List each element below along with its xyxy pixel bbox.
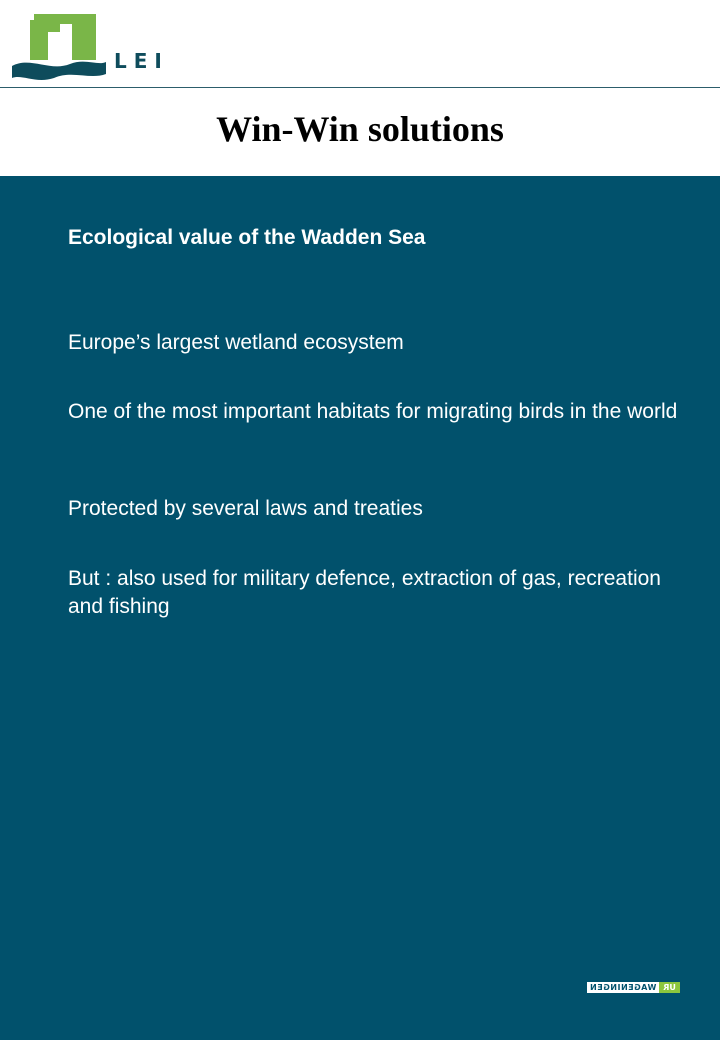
section-subtitle: Ecological value of the Wadden Sea [68, 226, 426, 249]
bullet-item: Europe’s largest wetland ecosystem [68, 331, 404, 354]
bullet-item: One of the most important habitats for migrating birds in the world [68, 400, 678, 423]
lei-logo [10, 14, 170, 84]
wur-logo-suffix: UR [659, 982, 680, 993]
slide-header [0, 0, 720, 176]
lei-logo-text: LEI [114, 49, 169, 73]
wur-logo-text: WAGENINGEN [587, 982, 659, 993]
page-title: Win-Win solutions [216, 109, 504, 149]
bullet-item: Protected by several laws and treaties [68, 497, 423, 520]
bullet-item: But : also used for military defence, extraction of gas, recreation and fishing [68, 567, 673, 618]
lei-logo-icon [10, 14, 110, 84]
wageningen-ur-logo [587, 982, 680, 993]
header-divider [0, 87, 720, 88]
